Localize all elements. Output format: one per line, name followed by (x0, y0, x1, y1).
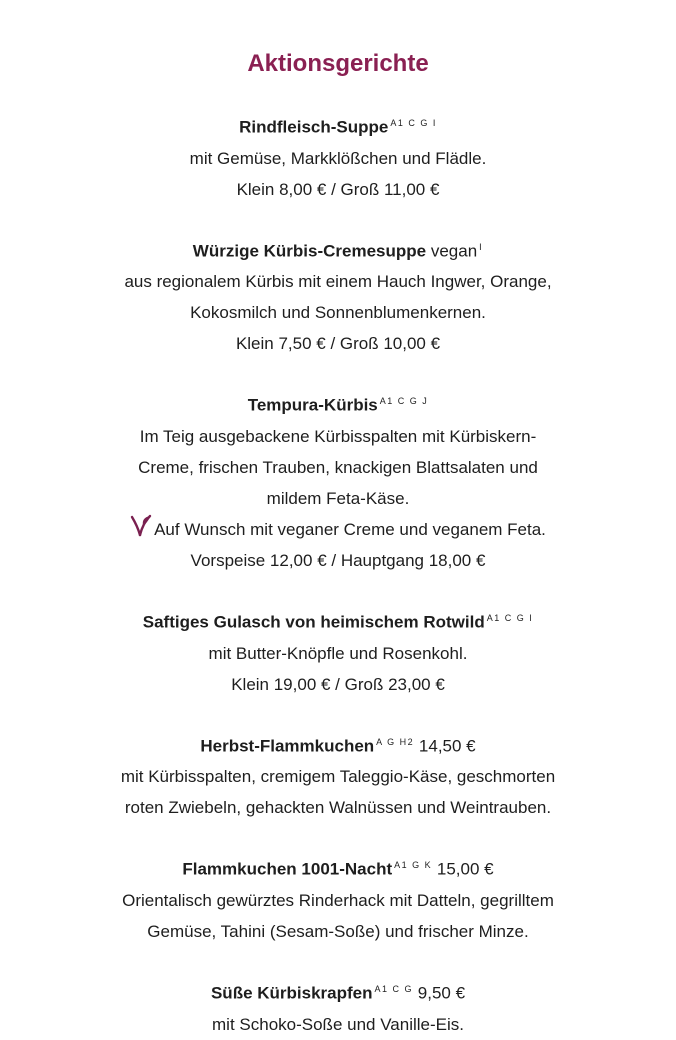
dish-description: Gemüse, Tahini (Sesam-Soße) und frischer Minze. (147, 921, 529, 941)
allergen-codes: A1 C G J (379, 396, 429, 407)
dish-name: Rindfleisch-Suppe (239, 117, 389, 137)
dish-description: roten Zwiebeln, gehackten Walnüssen und Weintrauben. (124, 798, 552, 818)
dish-kuerbis-cremesuppe (0, 232, 676, 360)
page-title: Aktionsgerichte (247, 50, 429, 77)
dish-name: Herbst-Flammkuchen (200, 736, 375, 756)
dish-heading (0, 603, 676, 638)
allergen-codes: I (479, 241, 484, 252)
allergen-codes: A1 C G I (390, 118, 437, 128)
dish-description: Orientalisch gewürztes Rinderhack mit Datteln, gegrilltem (122, 890, 554, 910)
vegan-note-text: Auf Wunsch mit veganer Creme und veganem Feta. (154, 519, 546, 539)
dish-name: Süße Kürbiskrapfen (210, 983, 373, 1003)
dish-price: Klein 7,50 € / Groß 10,00 € (235, 334, 441, 354)
dish-heading (0, 850, 676, 885)
dish-price: 9,50 € (417, 983, 466, 1003)
dish-kuerbiskrapfen (0, 974, 676, 1040)
dish-heading (0, 108, 676, 143)
dish-flammkuchen-1001-nacht (0, 850, 676, 947)
dish-description: aus regionalem Kürbis mit einem Hauch Ingwer, Orange, (124, 272, 552, 292)
dish-name: Saftiges Gulasch von heimischem Rotwild (142, 612, 485, 632)
dish-name: Tempura-Kürbis (247, 395, 378, 415)
allergen-codes: A1 C G (374, 983, 414, 994)
dish-vegan-label: vegan (430, 241, 478, 261)
dish-description: Creme, frischen Trauben, knackigen Blattsalaten und (138, 457, 538, 477)
dish-rindfleisch-suppe (0, 108, 676, 205)
dish-price: 15,00 € (436, 859, 494, 879)
dish-tempura-kuerbis (0, 386, 676, 576)
dish-heading (0, 232, 676, 267)
dish-name: Würzige Kürbis-Cremesuppe (192, 241, 427, 261)
dish-description: mit Kürbisspalten, cremigem Taleggio-Käse, geschmorten (120, 767, 556, 787)
dish-description: Im Teig ausgebackene Kürbisspalten mit Kürbiskern- (139, 426, 537, 446)
vegan-option-note (0, 514, 676, 545)
allergen-codes: A1 G K (394, 860, 433, 871)
dish-description: Kokosmilch und Sonnenblumenkernen. (190, 303, 486, 323)
dish-description: mit Schoko-Soße und Vanille-Eis. (212, 1014, 464, 1034)
allergen-codes: A G H2 (376, 736, 415, 747)
dish-price: 14,50 € (418, 736, 476, 756)
dish-heading (0, 974, 676, 1009)
dish-heading (0, 386, 676, 421)
dish-price: Vorspeise 12,00 € / Hauptgang 18,00 € (190, 550, 486, 570)
dish-description: mildem Feta-Käse. (266, 488, 410, 508)
allergen-codes: A1 C G I (486, 612, 534, 623)
dish-gulasch-rotwild (0, 603, 676, 700)
dish-price: Klein 8,00 € / Groß 11,00 € (236, 179, 440, 199)
dish-herbst-flammkuchen (0, 727, 676, 824)
dish-description: mit Gemüse, Markklößchen und Flädle. (189, 148, 487, 168)
dish-price: Klein 19,00 € / Groß 23,00 € (231, 674, 445, 694)
vegan-leaf-icon (130, 513, 152, 537)
dish-name: Flammkuchen 1001-Nacht (182, 859, 393, 879)
dish-heading (0, 727, 676, 762)
dish-description: mit Butter-Knöpfle und Rosenkohl. (208, 643, 468, 663)
